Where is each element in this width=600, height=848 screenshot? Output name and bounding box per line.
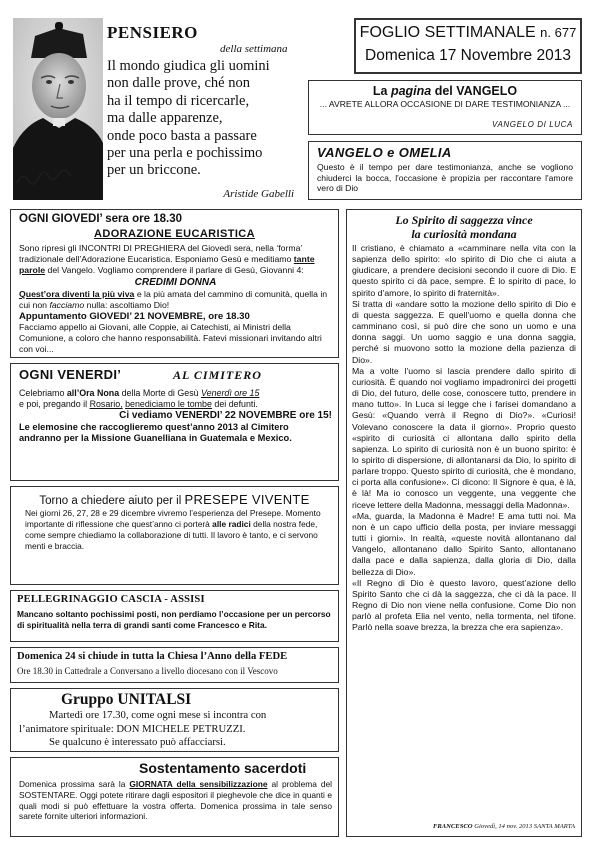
presepe-title: [11, 492, 338, 507]
domenica24-title: Domenica 24 si chiude in tutta la Chiesa l’Anno della FEDE: [17, 651, 288, 662]
text: Domenica prossima sarà la: [19, 779, 126, 789]
unitalsi-line: l’animatore spirituale: DON MICHELE PETRUZZI.: [19, 722, 246, 735]
vangelo-reference: VANGELO DI LUCA: [491, 120, 573, 129]
text: al problema del SOSTENTARE. Oggi potete ritirare dagli espositori il pieghevole che dice in quanti e quali modi si può effettuare la vostra offerta. Domenica prossima in tale senso sarete fornite ulteriori informazioni.: [19, 779, 333, 822]
text: dei defunti.: [214, 399, 258, 410]
pensiero-quote: [107, 58, 297, 180]
pellegrinaggio-section: [10, 590, 339, 642]
vangelo-section: [308, 80, 582, 135]
article-paragraph: Si tratta di «andare sotto la mozione dello spirito di Dio e di questa saggezza. E quell’uomo e quella donna che camminano così, si può dire che sono un uomo e una donna saggi. Un uomo saggio e una donna saggia, perché si muovono sotto la mozione della pazienza di Dio».: [352, 298, 576, 365]
venerdi-title: OGNI VENERDI’: [19, 367, 122, 382]
text-underline: benediciamo le tombe: [125, 399, 212, 410]
omelia-text: Questo è il tempo per dare testimonianza, anche se vogliono chiuderci la bocca, l'occasione è propizia per raccontare l'amore vero di Dio: [317, 162, 573, 194]
unitalsi-title: Gruppo UNITALSI: [61, 691, 192, 708]
article-title-line: la curiosità mondana: [411, 226, 517, 241]
venerdi-section: [10, 363, 339, 481]
issue-number: n. 677: [540, 25, 577, 40]
venerdi-appointment: Ci vediamo VENERDI’ 22 NOVEMBRE ore 15!: [119, 410, 332, 422]
venerdi-body: [19, 388, 332, 444]
quote-line: onde poco basta a passare: [107, 127, 257, 144]
vangelo-title-post: del VANGELO: [431, 84, 518, 98]
quote-line: ha il tempo di ricercarle,: [107, 92, 250, 109]
text: nulla: ascoltiamo Dio!: [86, 300, 170, 310]
text: della nostra fede, come sempre chiediamo la collaborazione di tutti. Il lavoro è tanto, e ci servono menti e braccia.: [25, 519, 318, 551]
text: Torno a chiedere aiuto per il: [39, 495, 182, 507]
unitalsi-section: [10, 688, 339, 752]
article-title: [347, 214, 581, 242]
credimi-donna: CREDIMI DONNA: [134, 277, 217, 288]
article-paragraph: «Ma, guarda, la Madonna è Madre! E ama tutti noi. Ma non è un capo ufficio della posta, per inviare messaggi tutti i giorni». In realtà, «queste novità allontanano dal Vangelo, allontanano dallo Spirito Santo, allontanano dalla pace e dalla sapienza, dalla gloria di Dio, dalla bellezza di Dio».: [352, 510, 576, 577]
issue-header: [354, 18, 582, 74]
newsletter-title: FOGLIO SETTIMANALE: [359, 24, 536, 41]
quote-line: non dalle prove, ché non: [107, 75, 250, 92]
presepe-body: [25, 508, 330, 552]
text-bold: GIORNATA della sensibilizzazione: [129, 779, 268, 789]
issue-date: Domenica 17 Novembre 2013: [365, 47, 571, 64]
vangelo-title-em: pagina: [390, 84, 432, 98]
pellegrinaggio-title: PELLEGRINAGGIO CASCIA - ASSISI: [17, 594, 205, 605]
omelia-section: [308, 141, 582, 200]
vangelo-title-pre: La: [372, 84, 391, 98]
text: del Vangelo. Vogliamo comprendere il parlare di Gesù, Giovanni 4:: [47, 265, 304, 275]
vangelo-title: [309, 84, 581, 98]
article-signature: [433, 823, 575, 830]
signature-name: FRANCESCO: [432, 823, 473, 830]
venerdi-line: Le elemosine che raccoglieremo quest’anno 2013 al Cimitero andranno per la Missione Guanelliana in Guatemala e Mexico.: [19, 421, 292, 443]
text-bold: Quest’ora diventi la più viva: [19, 289, 135, 299]
sostentamento-title: Sostentamento sacerdoti: [139, 760, 307, 776]
text: Celebriamo: [19, 388, 65, 398]
presepe-section: [10, 486, 339, 585]
quote-line: per un briccone.: [107, 162, 201, 179]
domenica24-text: Ore 18.30 in Cattedrale a Conversano a livello diocesano con il Vescovo: [17, 666, 278, 676]
text-bold: alle radici: [212, 519, 251, 529]
giovedi-subtitle: ADORAZIONE EUCARISTICA: [94, 228, 255, 240]
pensiero-section: [100, 18, 298, 200]
text: della Morte di Gesù: [121, 388, 199, 398]
text: e la più amata del cammino di comunità, quella in cui non: [19, 289, 328, 310]
signature-date: Giovedì, 14 nov. 2013 SANTA MARTA: [474, 823, 575, 830]
pensiero-title: PENSIERO: [107, 23, 198, 42]
issue-title: [356, 24, 580, 42]
quote-line: ma dalle apparenze,: [107, 110, 223, 127]
pensiero-subtitle: della settimana: [220, 43, 288, 55]
sostentamento-section: [10, 757, 339, 837]
article-paragraph: Il cristiano, è chiamato a «camminare nella vita con la sapienza dello spirito: «lo spirito di Dio che ci aiuta a giudicare, a prendere decisioni secondo il cuore di Dio. E questo spirito ci dà pace, sempre. È lo spirito di pace, lo spirito d’amore, lo spirito di fraternità».: [352, 243, 576, 298]
text-bold: all’Ora Nona: [66, 388, 120, 398]
text: e poi, pregando il: [19, 399, 88, 410]
text: PRESEPE VIVENTE: [184, 492, 310, 507]
omelia-title: VANGELO e OMELIA: [317, 145, 452, 160]
quote-line: per una perla e pochissimo: [107, 145, 263, 162]
pensiero-author: Aristide Gabelli: [223, 188, 294, 200]
sostentamento-body: [19, 779, 332, 822]
venerdi-line: [19, 399, 332, 410]
text-bold: tante parole: [19, 254, 315, 275]
unitalsi-line: Se qualcuno è interessato può affacciarsi.: [49, 736, 226, 749]
article-body: [352, 243, 576, 633]
text-italic: facciamo: [49, 300, 85, 310]
giovedi-title: OGNI GIOVEDI’ sera ore 18.30: [19, 213, 182, 225]
text: Nei giorni 26, 27, 28 e 29 dicembre vivremo l’esperienza del Presepe. Momento importante di riflessione che quest’anno ci porterà: [25, 508, 321, 529]
domenica24-section: [10, 647, 339, 683]
article-title-line: Lo Spirito di saggezza vince: [395, 213, 533, 227]
text: Sono ripresi gli INCONTRI DI PREGHIERA del Giovedì sera, nella ‘forma’ tradizionale dell’Adorazione Eucaristica. Esponiamo Gesù e meditiamo: [19, 243, 303, 264]
article-paragraph: Ma a volte l’uomo si lascia prendere dallo spirito di curiosità. È quando noi vogliamo impadronirci dei progetti di Dio, del futuro, delle cose, conoscere tutto, prendere in mano tutto». In Luca si legge che i farisei domandano a Gesù: «Quando verrà il Regno di Dio?». «Curiosi! Volevano conoscere la data il giorno». Proprio questo «spirito di curiosità ci allontana dallo spirito della sapienza. Lo spirito di curiosità non è un buono spirito: è lo spirito di dispersione, di allontanarsi da Dio, lo spirito di parlare troppo. Questo spirito di curiosità, che è mondano, ci porta alla confusione». Ci dicono: Il Signore è qua, è là, è là! Ma io conosco un veggente, una veggente che riceve lettere della Madonna, messaggi della Madonna».: [352, 365, 576, 510]
unitalsi-body: [19, 709, 330, 750]
giovedi-paragraph: [19, 243, 332, 276]
giovedi-paragraph: [19, 289, 332, 311]
appointment: Appuntamento GIOVEDI’ 21 NOVEMBRE, ore 18.30: [19, 311, 250, 322]
pellegrinaggio-text: Mancano soltanto pochissimi posti, non perdiamo l’occasione per un percorso di spiritualità nella terra di grandi santi come Francesco e Rita.: [17, 609, 331, 630]
venerdi-title-cimitero: AL CIMITERO: [173, 368, 262, 382]
article-section: [346, 209, 582, 837]
text-underline: Rosario,: [89, 399, 123, 410]
article-paragraph: «Il Regno di Dio è questo lavoro, quest’azione dello Spirito Santo che ci dà la saggezza, che ci dà la pace. Il Regno di Dio non viene nella confusione. Come Dio non parlò al profeta Elia nel vento, nella tormenta, nel tifone. Parlò nella soave brezza, la brezza che era sapienza».: [352, 577, 576, 633]
giovedi-body: [19, 243, 332, 355]
vangelo-text: ... AVRETE ALLORA OCCASIONE DI DARE TESTIMONIANZA ...: [319, 99, 571, 109]
portrait-photo: [13, 18, 103, 200]
giovedi-paragraph: Facciamo appello ai Giovani, alle Coppie, ai Catechisti, ai Ministri della Comunione, a coloro che hanno responsabilità. Fatevi missionari invitando altri con voi...: [19, 322, 322, 354]
giovedi-section: [10, 209, 339, 358]
unitalsi-line: Martedì ore 17.30, come ogni mese si incontra con: [49, 709, 267, 721]
text-italic: Venerdì ore 15: [201, 388, 260, 398]
quote-line: Il mondo giudica gli uomini: [107, 58, 270, 74]
venerdi-line: [19, 388, 332, 399]
